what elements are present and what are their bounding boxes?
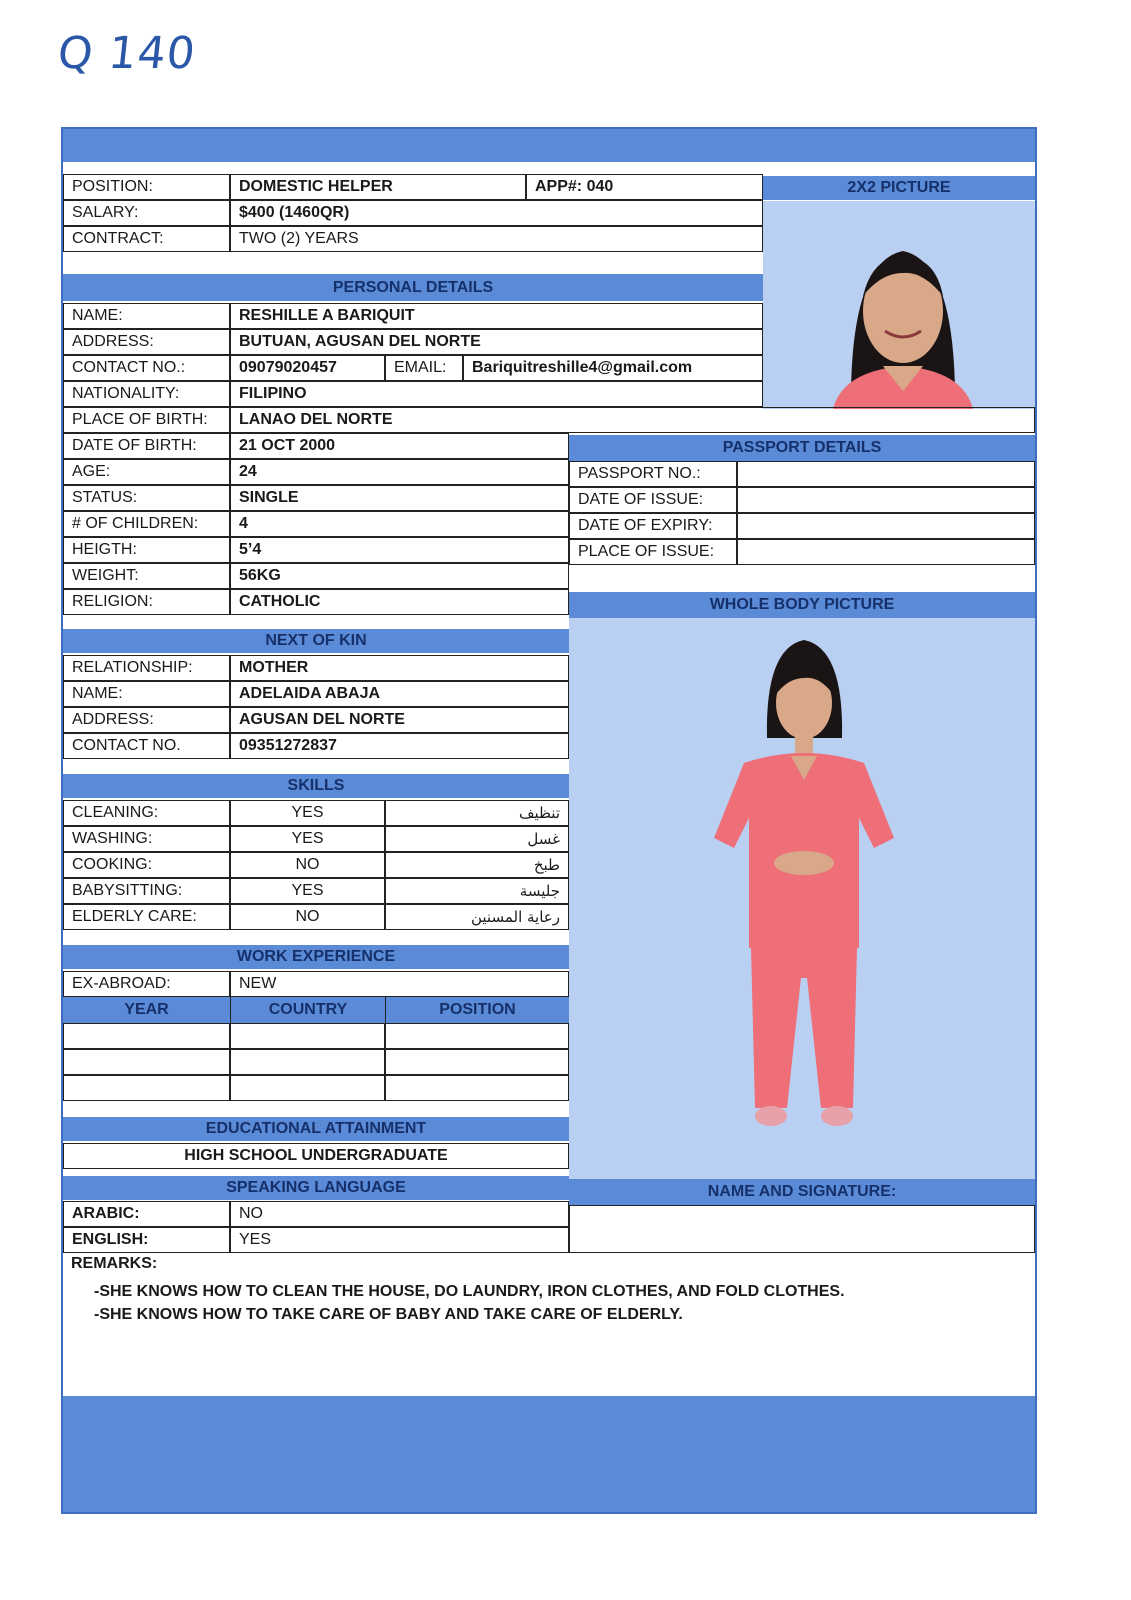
contract-value: TWO (2) YEARS — [230, 226, 763, 252]
address-value: BUTUAN, AGUSAN DEL NORTE — [230, 329, 763, 355]
nationality-label: NATIONALITY: — [63, 381, 230, 407]
issue-date-label: DATE OF ISSUE: — [569, 487, 737, 513]
kin-contact-label: CONTACT NO. — [63, 733, 230, 759]
children-label: # OF CHILDREN: — [63, 511, 230, 537]
remarks-label: REMARKS: — [71, 1255, 158, 1272]
english-label: ENGLISH: — [63, 1227, 230, 1253]
kin-contact-value: 09351272837 — [230, 733, 569, 759]
language-header: SPEAKING LANGUAGE — [63, 1176, 569, 1200]
name-value: RESHILLE A BARIQUIT — [230, 303, 763, 329]
weight-label: WEIGHT: — [63, 563, 230, 589]
skill-value: NO — [230, 904, 385, 930]
work-row-cell — [63, 1075, 230, 1101]
skill-label: ELDERLY CARE: — [63, 904, 230, 930]
height-label: HEIGTH: — [63, 537, 230, 563]
salary-label: SALARY: — [63, 200, 230, 226]
work-row-cell — [230, 1075, 385, 1101]
full-body-icon — [569, 618, 1035, 1179]
bottom-banner — [63, 1396, 1035, 1512]
skill-value: YES — [230, 800, 385, 826]
position-label: POSITION: — [63, 174, 230, 200]
kin-relationship-value: MOTHER — [230, 655, 569, 681]
portrait-icon — [763, 201, 1035, 409]
skill-value: YES — [230, 878, 385, 904]
age-value: 24 — [230, 459, 569, 485]
photo-header: 2X2 PICTURE — [763, 176, 1035, 200]
contact-value: 09079020457 — [230, 355, 385, 381]
skill-label: CLEANING: — [63, 800, 230, 826]
issue-place-value — [737, 539, 1035, 565]
religion-label: RELIGION: — [63, 589, 230, 615]
pob-label: PLACE OF BIRTH: — [63, 407, 230, 433]
app-number: APP#: 040 — [526, 174, 763, 200]
skills-header: SKILLS — [63, 774, 569, 798]
skill-label: BABYSITTING: — [63, 878, 230, 904]
height-value: 5’4 — [230, 537, 569, 563]
education-value: HIGH SCHOOL UNDERGRADUATE — [63, 1143, 569, 1169]
skill-label: WASHING: — [63, 826, 230, 852]
email-value: Bariquitreshille4@gmail.com — [463, 355, 763, 381]
expiry-date-label: DATE OF EXPIRY: — [569, 513, 737, 539]
kin-address-value: AGUSAN DEL NORTE — [230, 707, 569, 733]
personal-details-header: PERSONAL DETAILS — [63, 274, 763, 301]
religion-value: CATHOLIC — [230, 589, 569, 615]
remark-line: -SHE KNOWS HOW TO TAKE CARE OF BABY AND TAKE CARE OF ELDERLY. — [94, 1306, 683, 1323]
work-row-cell — [63, 1023, 230, 1049]
signature-header: NAME AND SIGNATURE: — [569, 1179, 1035, 1205]
work-row-cell — [385, 1049, 569, 1075]
issue-date-value — [737, 487, 1035, 513]
address-label: ADDRESS: — [63, 329, 230, 355]
children-value: 4 — [230, 511, 569, 537]
status-value: SINGLE — [230, 485, 569, 511]
next-of-kin-header: NEXT OF KIN — [63, 629, 569, 653]
education-header: EDUCATIONAL ATTAINMENT — [63, 1117, 569, 1141]
dob-value: 21 OCT 2000 — [230, 433, 569, 459]
position-value: DOMESTIC HELPER — [230, 174, 526, 200]
skill-label: COOKING: — [63, 852, 230, 878]
email-label: EMAIL: — [385, 355, 463, 381]
work-row-cell — [385, 1023, 569, 1049]
weight-value: 56KG — [230, 563, 569, 589]
col-year: YEAR — [63, 997, 230, 1023]
skill-value: YES — [230, 826, 385, 852]
signature-area — [569, 1205, 1035, 1253]
skill-arabic: غسل — [385, 826, 569, 852]
applicant-form — [61, 127, 1037, 1514]
col-country: COUNTRY — [230, 997, 385, 1023]
passport-no-label: PASSPORT NO.: — [569, 461, 737, 487]
nationality-value: FILIPINO — [230, 381, 763, 407]
skill-arabic: رعاية المسنين — [385, 904, 569, 930]
work-row-cell — [230, 1023, 385, 1049]
skill-value: NO — [230, 852, 385, 878]
contract-label: CONTRACT: — [63, 226, 230, 252]
skill-arabic: جليسة — [385, 878, 569, 904]
status-label: STATUS: — [63, 485, 230, 511]
salary-value: $400 (1460QR) — [230, 200, 763, 226]
kin-relationship-label: RELATIONSHIP: — [63, 655, 230, 681]
pob-value: LANAO DEL NORTE — [230, 407, 1035, 433]
kin-name-value: ADELAIDA ABAJA — [230, 681, 569, 707]
work-row-cell — [230, 1049, 385, 1075]
work-row-cell — [63, 1049, 230, 1075]
whole-body-photo — [569, 618, 1035, 1179]
arabic-value: NO — [230, 1201, 569, 1227]
dob-label: DATE OF BIRTH: — [63, 433, 230, 459]
age-label: AGE: — [63, 459, 230, 485]
passport-no-value — [737, 461, 1035, 487]
headshot-photo — [763, 201, 1035, 409]
ex-abroad-value: NEW — [230, 971, 569, 997]
col-position: POSITION — [385, 997, 569, 1023]
kin-address-label: ADDRESS: — [63, 707, 230, 733]
body-photo-header: WHOLE BODY PICTURE — [569, 592, 1035, 618]
arabic-label: ARABIC: — [63, 1201, 230, 1227]
handwritten-note: Q 140 — [55, 28, 199, 79]
kin-name-label: NAME: — [63, 681, 230, 707]
top-banner — [63, 129, 1035, 162]
expiry-date-value — [737, 513, 1035, 539]
skill-arabic: طبخ — [385, 852, 569, 878]
passport-header: PASSPORT DETAILS — [569, 435, 1035, 461]
english-value: YES — [230, 1227, 569, 1253]
work-row-cell — [385, 1075, 569, 1101]
skill-arabic: تنظيف — [385, 800, 569, 826]
work-experience-header: WORK EXPERIENCE — [63, 945, 569, 969]
remark-line: -SHE KNOWS HOW TO CLEAN THE HOUSE, DO LAUNDRY, IRON CLOTHES, AND FOLD CLOTHES. — [94, 1283, 845, 1300]
ex-abroad-label: EX-ABROAD: — [63, 971, 230, 997]
contact-label: CONTACT NO.: — [63, 355, 230, 381]
name-label: NAME: — [63, 303, 230, 329]
issue-place-label: PLACE OF ISSUE: — [569, 539, 737, 565]
